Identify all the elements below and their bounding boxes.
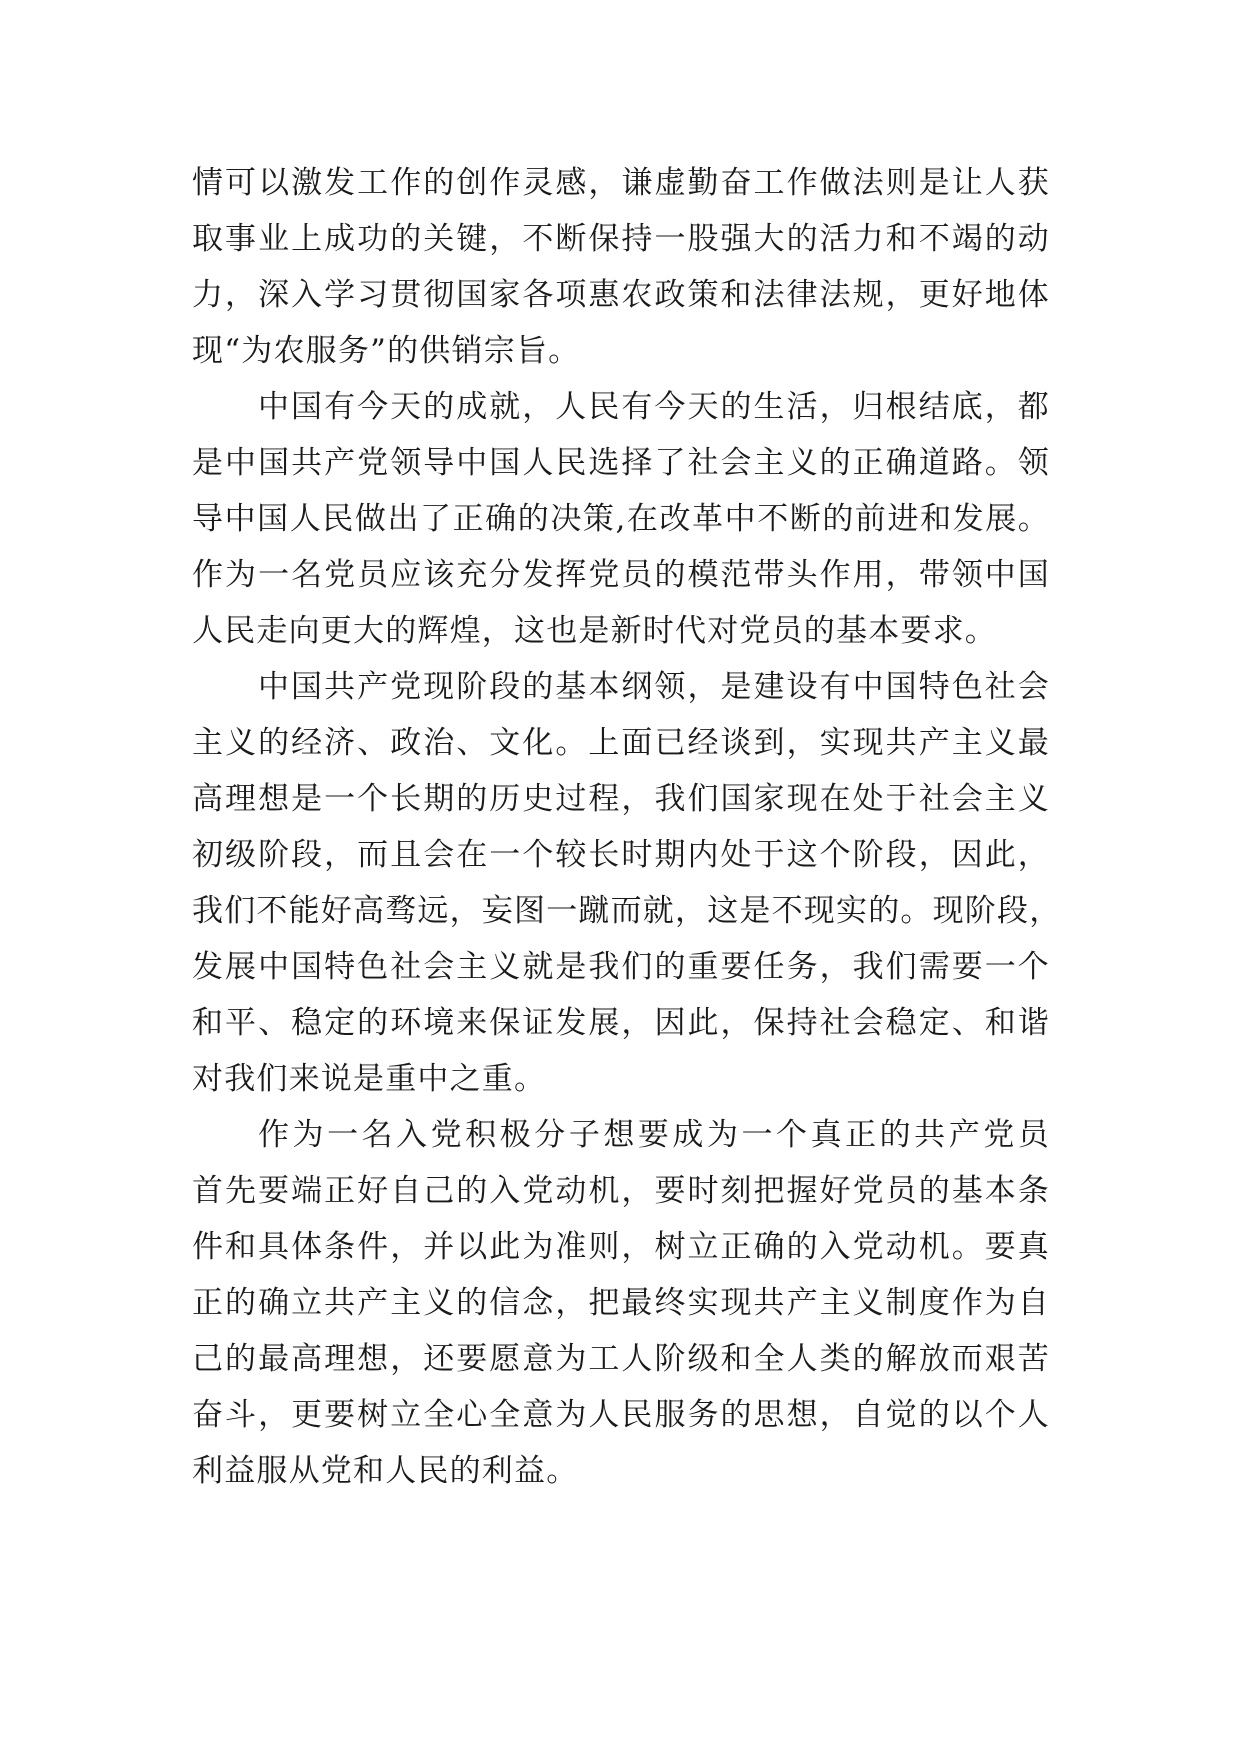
text-line: 我们不能好高骛远，妄图一蹴而就，这是不现实的。现阶段， [192,893,1062,929]
text-line: 对我们来说是重中之重。 [192,1061,547,1097]
text-line: 件和具体条件，并以此为准则，树立正确的入党动机。要真 [192,1229,1050,1265]
text-line: 是中国共产党领导中国人民选择了社会主义的正确道路。领 [192,445,1050,481]
text-line: 作为一名党员应该充分发挥党员的模范带头作用，带领中国 [192,557,1050,593]
text-line: 己的最高理想，还要愿意为工人阶级和全人类的解放而艰苦 [192,1341,1050,1377]
text-line: 发展中国特色社会主义就是我们的重要任务，我们需要一个 [192,949,1050,985]
text-line: 初级阶段，而且会在一个较长时期内处于这个阶段，因此， [192,837,1050,873]
text-line: 奋斗，更要树立全心全意为人民服务的思想，自觉的以个人 [192,1397,1050,1433]
text-line: 中国有今天的成就，人民有今天的生活，归根结底，都 [258,389,1050,425]
text-line: 作为一名入党积极分子想要成为一个真正的共产党员 [258,1117,1050,1153]
text-line: 首先要端正好自己的入党动机，要时刻把握好党员的基本条 [192,1173,1050,1209]
text-line: 导中国人民做出了正确的决策,在改革中不断的前进和发展。 [192,501,1050,537]
text-line: 人民走向更大的辉煌，这也是新时代对党员的基本要求。 [192,613,997,649]
text-line: 力，深入学习贯彻国家各项惠农政策和法律法规，更好地体 [192,277,1050,313]
text-line: 中国共产党现阶段的基本纲领，是建设有中国特色社会 [258,669,1050,705]
text-line: 现“为农服务”的供销宗旨。 [192,333,581,369]
text-line: 高理想是一个长期的历史过程，我们国家现在处于社会主义 [192,781,1050,817]
text-line: 主义的经济、政治、文化。上面已经谈到，实现共产主义最 [192,725,1050,761]
text-line: 取事业上成功的关键，不断保持一股强大的活力和不竭的动 [192,221,1050,257]
text-line: 情可以激发工作的创作灵感，谦虚勤奋工作做法则是让人获 [192,165,1050,201]
text-line: 和平、稳定的环境来保证发展，因此，保持社会稳定、和谐 [192,1005,1050,1041]
text-line: 利益服从党和人民的利益。 [192,1453,579,1489]
text-line: 正的确立共产主义的信念，把最终实现共产主义制度作为自 [192,1285,1050,1321]
